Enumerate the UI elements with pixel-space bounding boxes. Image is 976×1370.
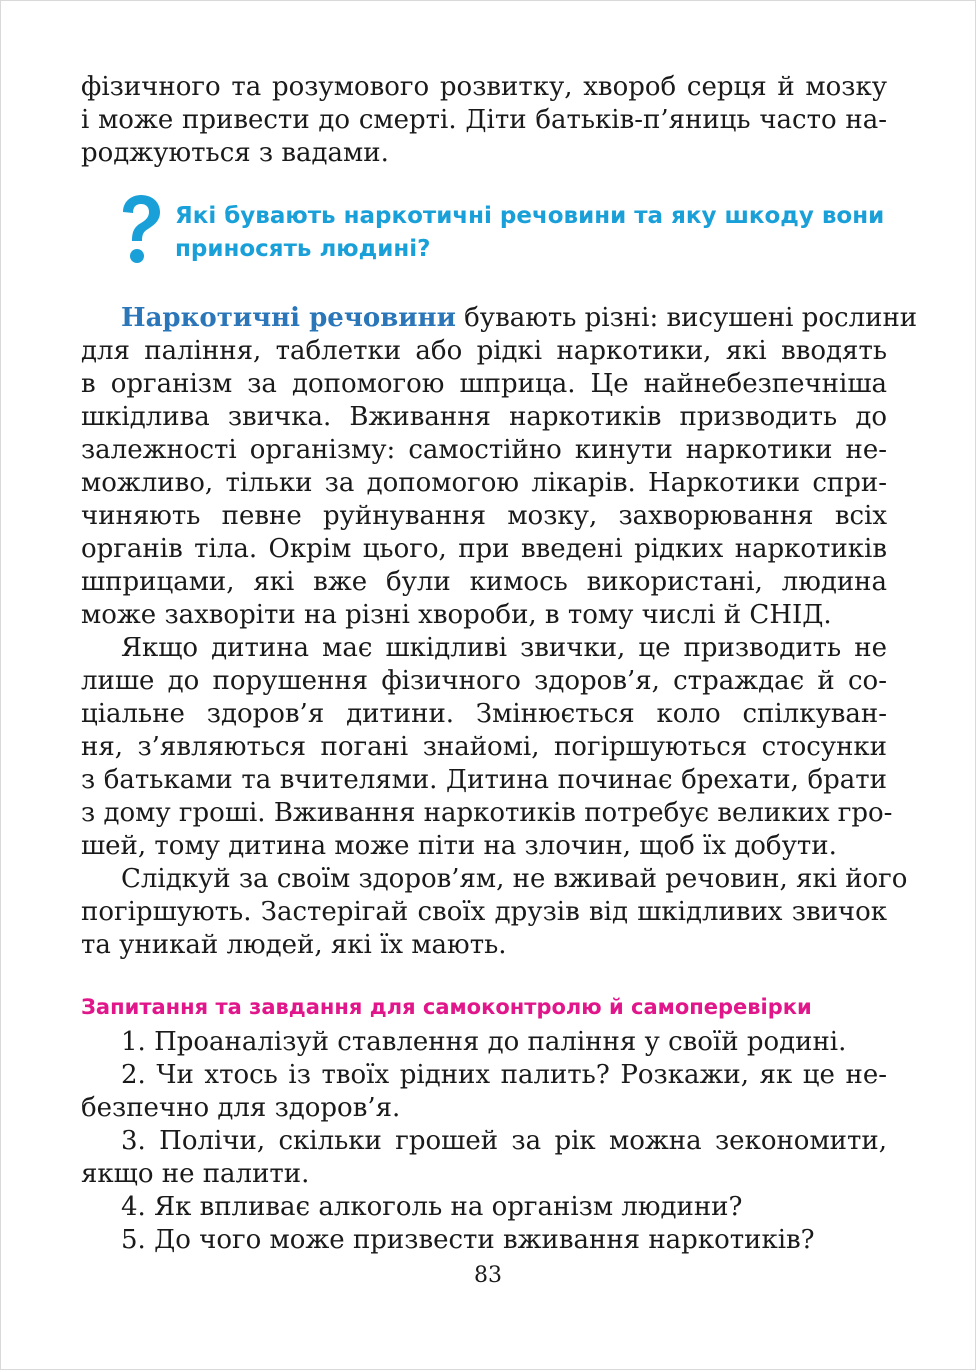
text-line: може захворіти на різні хвороби, в тому числі й СНІД. (81, 600, 832, 630)
text-line: залежності організму: самостійно кинути наркотики не- (81, 435, 887, 465)
paragraph-drugs (81, 302, 918, 632)
task-item (81, 1059, 887, 1125)
text-line: і може привести до смерті. Діти батьків-п’яниць часто на- (81, 105, 887, 135)
task-line: якщо не палити. (81, 1159, 310, 1189)
text-line: та уникай людей, які їх мають. (81, 930, 507, 960)
task-line: безпечно для здоров’я. (81, 1093, 401, 1123)
page-content (81, 71, 918, 1257)
text-line: погіршують. Застерігай своїх друзів від шкідливих звичок (81, 897, 887, 927)
question-line: приносять людині? (175, 236, 431, 262)
text-line: Слідкуй за своїм здоров’ям, не вживай речовин, які його (121, 864, 908, 894)
text-line: органів тіла. Окрім цього, при введені рідких наркотиків (81, 534, 887, 564)
intro-paragraph (81, 71, 887, 170)
text-line: шей, тому дитина може піти на злочин, щоб їх добути. (81, 831, 837, 861)
text-line: в організм за допомогою шприца. Це найнебезпечніша (81, 369, 887, 399)
text-line: шприцами, які вже були кимось використані, людина (81, 567, 887, 597)
task-line: 1. Проаналізуй ставлення до паління у своїй родині. (121, 1027, 847, 1057)
task-line: 2. Чи хтось із твоїх рідних палить? Розкажи, як це не- (121, 1060, 887, 1090)
text-line: можливо, тільки за допомогою лікарів. Наркотики спри- (81, 468, 887, 498)
task-line: 4. Як впливає алкоголь на організм людини? (121, 1192, 743, 1222)
paragraph-advice (81, 863, 908, 962)
section-question (81, 200, 887, 272)
question-line: Які бувають наркотичні речовини та яку шкоду вони (175, 203, 885, 229)
question-mark-icon (115, 194, 165, 268)
task-item (81, 1026, 887, 1059)
text-line: шкідлива звичка. Вживання наркотиків призводить до (81, 402, 887, 432)
text-line (81, 302, 918, 335)
task-line: 3. Полічи, скільки грошей за рік можна зекономити, (121, 1126, 887, 1156)
text-fragment: бувають різні: висушені рослини (455, 303, 918, 333)
paragraph-habits (81, 632, 893, 863)
question-heading (175, 200, 887, 266)
task-item (81, 1191, 887, 1224)
page-number: 83 (474, 1263, 502, 1288)
tasks-heading: Запитання та завдання для самоконтролю й самоперевірки (81, 995, 812, 1019)
tasks-list (81, 1026, 887, 1257)
text-line: ня, з’являються погані знайомі, погіршуються стосунки (81, 732, 887, 762)
text-line: ціальне здоров’я дитини. Змінюється коло спілкуван- (81, 699, 887, 729)
task-item (81, 1224, 887, 1257)
key-term: Наркотичні речовини (121, 303, 456, 333)
text-line: фізичного та розумового розвитку, хвороб серця й мозку (81, 72, 887, 102)
text-line: для паління, таблетки або рідкі наркотики, які вводять (81, 336, 887, 366)
task-line: 5. До чого може призвести вживання наркотиків? (121, 1225, 815, 1255)
text-line: лише до порушення фізичного здоров’я, страждає й со- (81, 666, 887, 696)
task-item (81, 1125, 887, 1191)
text-line: чиняють певне руйнування мозку, захворювання всіх (81, 501, 887, 531)
text-line: з дому гроші. Вживання наркотиків потребує великих гро- (81, 798, 893, 828)
text-line: роджуються з вадами. (81, 138, 389, 168)
text-line: з батьками та вчителями. Дитина починає брехати, брати (81, 765, 887, 795)
text-line: Якщо дитина має шкідливі звички, це призводить не (121, 633, 887, 663)
